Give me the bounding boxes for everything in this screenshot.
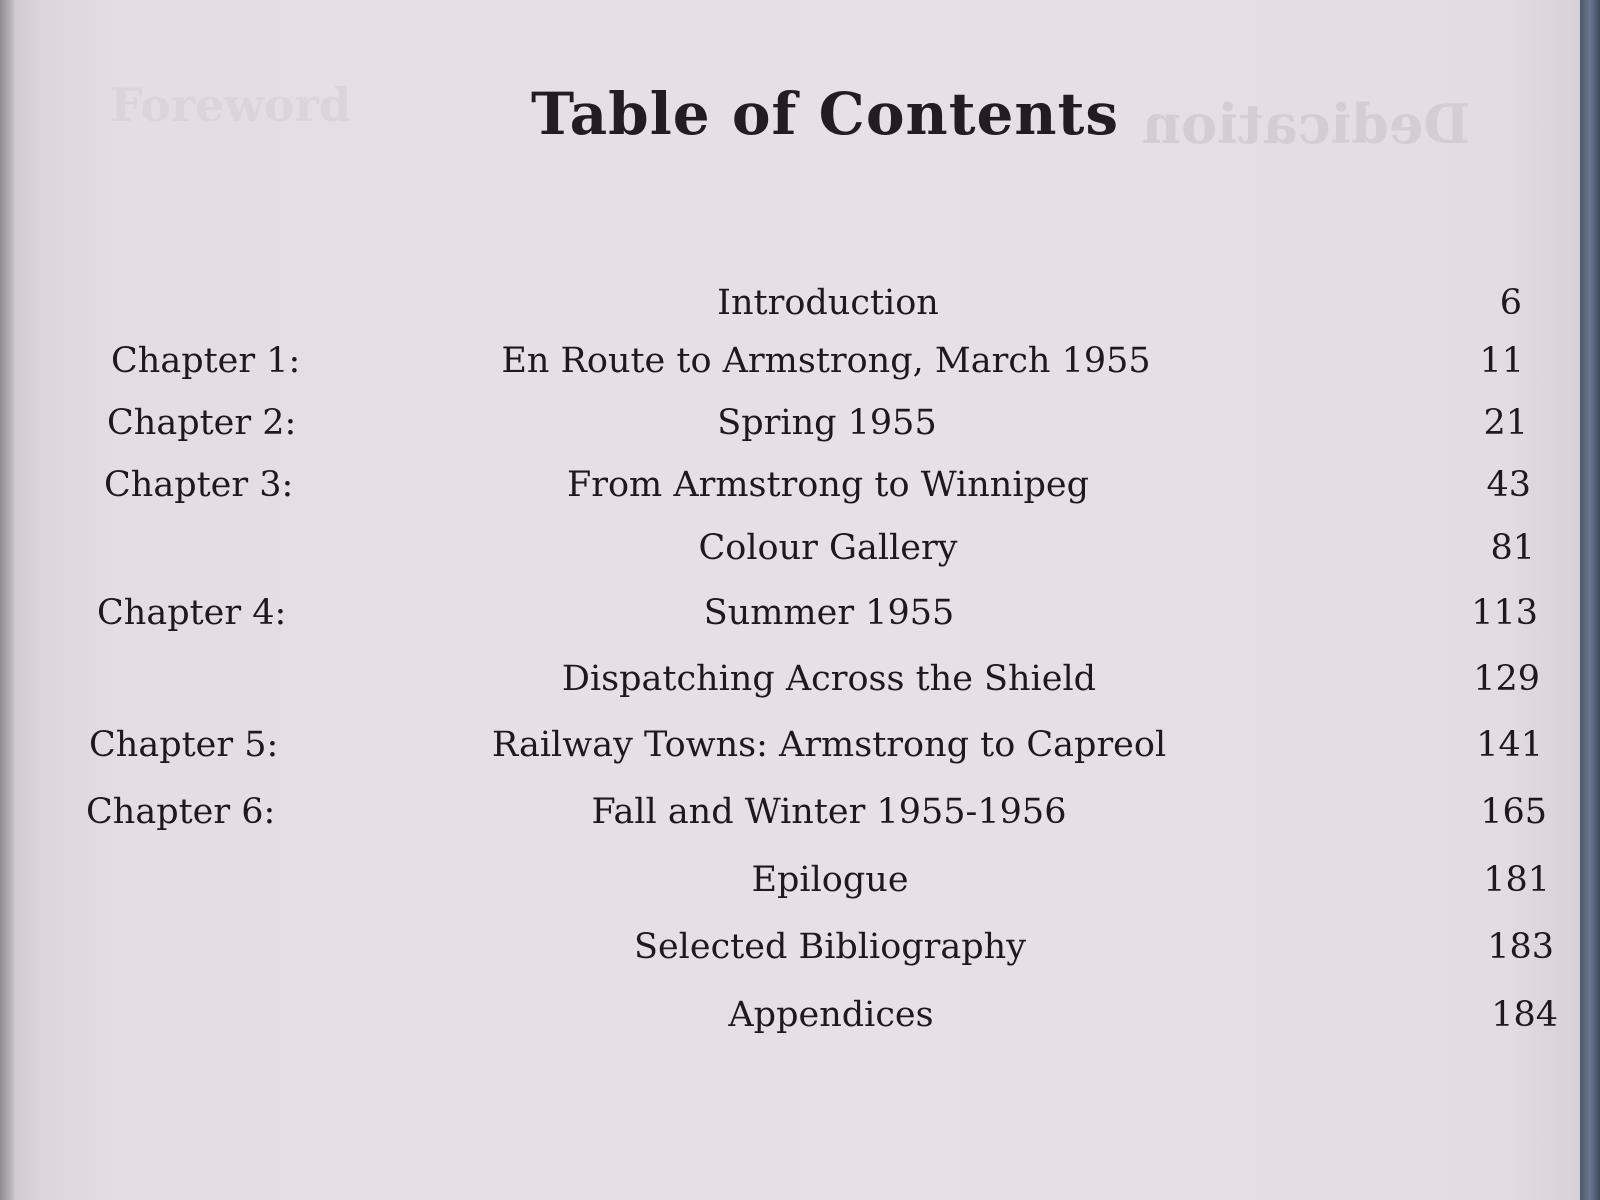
toc-entry-title: Summer 1955 <box>703 593 955 633</box>
toc-entry-title: Epilogue <box>751 860 909 900</box>
toc-page-number: 113 <box>1471 593 1538 633</box>
toc-row <box>0 336 1580 386</box>
toc-page-number: 21 <box>1483 403 1528 443</box>
toc-row <box>0 588 1580 638</box>
toc-page-number: 183 <box>1487 927 1554 967</box>
toc-page-number: 11 <box>1479 341 1524 381</box>
toc-page-number: 181 <box>1483 860 1550 900</box>
toc-row <box>0 990 1580 1040</box>
toc-entry-title: From Armstrong to Winnipeg <box>566 465 1090 505</box>
bleed-through-dedication: Dedication <box>1141 92 1470 156</box>
toc-entry-title: Selected Bibliography <box>633 927 1026 967</box>
bleed-through-foreword: Foreword <box>110 78 352 132</box>
toc-chapter-label: Chapter 6: <box>86 792 276 832</box>
toc-page-number: 165 <box>1480 792 1547 832</box>
toc-row <box>0 654 1580 704</box>
toc-page-number: 81 <box>1490 528 1535 568</box>
book-cover-edge <box>1580 0 1600 1200</box>
toc-entry-title: En Route to Armstrong, March 1955 <box>501 341 1151 381</box>
page-title: Table of Contents <box>530 80 1120 148</box>
toc-chapter-label: Chapter 2: <box>107 403 297 443</box>
toc-entry-title: Introduction <box>717 283 939 323</box>
toc-page-number: 141 <box>1476 725 1543 765</box>
toc-row <box>0 720 1580 770</box>
toc-row <box>0 398 1580 448</box>
toc-entry-title: Dispatching Across the Shield <box>561 659 1097 699</box>
toc-row <box>0 855 1580 905</box>
toc-chapter-label: Chapter 5: <box>89 725 279 765</box>
toc-entry-title: Fall and Winter 1955-1956 <box>591 792 1067 832</box>
toc-page-number: 6 <box>1499 283 1522 323</box>
toc-entry-title: Spring 1955 <box>717 403 937 443</box>
toc-row <box>0 523 1580 573</box>
toc-page-number: 43 <box>1486 465 1531 505</box>
toc-entry-title: Railway Towns: Armstrong to Capreol <box>491 725 1167 765</box>
toc-row <box>0 922 1580 972</box>
toc-entry-title: Appendices <box>728 995 934 1035</box>
toc-page-number: 129 <box>1473 659 1540 699</box>
toc-page-number: 184 <box>1491 995 1558 1035</box>
toc-chapter-label: Chapter 1: <box>111 341 301 381</box>
toc-entry-title: Colour Gallery <box>698 528 958 568</box>
toc-row <box>0 787 1580 837</box>
toc-chapter-label: Chapter 3: <box>104 465 294 505</box>
toc-chapter-label: Chapter 4: <box>97 593 287 633</box>
toc-row <box>0 278 1580 328</box>
toc-row <box>0 460 1580 510</box>
